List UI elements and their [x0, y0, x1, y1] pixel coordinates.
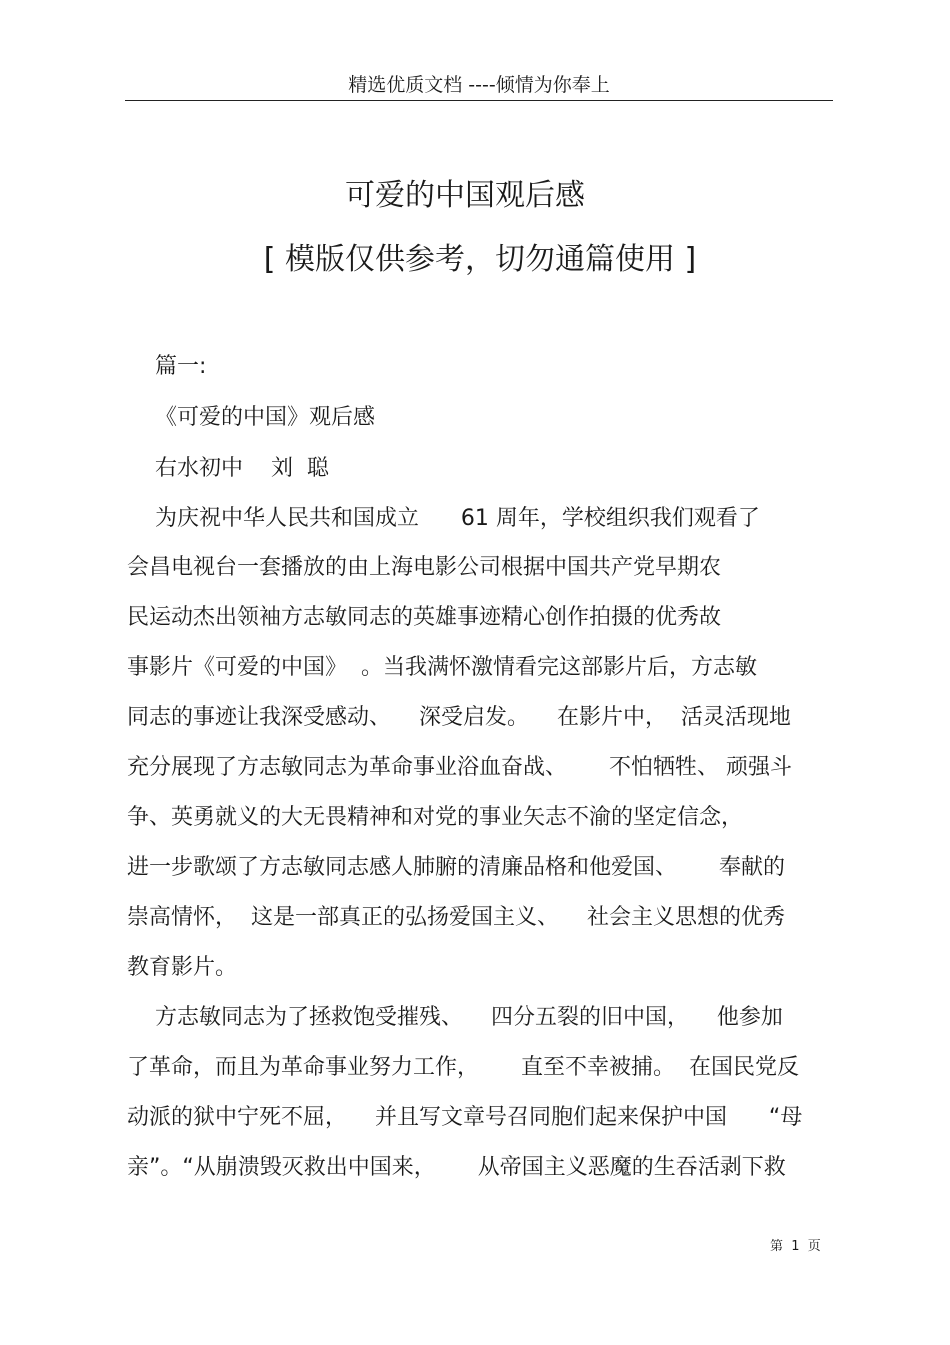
header-rule: [125, 100, 833, 101]
document-subtitle: [ 模版仅供参考，切勿通篇使用 ]: [263, 242, 697, 277]
document-title: 可爱的中国观后感: [345, 178, 585, 213]
body-line: 《可爱的中国》观后感: [127, 405, 375, 430]
body-line: 篇一:: [127, 354, 207, 379]
body-line: 动派的狱中宁死不屈， 并且写文章号召同胞们起来保护中国 “母: [127, 1105, 803, 1130]
page-header: 精选优质文档 ----倾情为你奉上: [348, 74, 610, 96]
body-line: 同志的事迹让我深受感动、 深受启发。 在影片中， 活灵活现地: [127, 705, 791, 730]
body-line: 方志敏同志为了拯救饱受摧残、 四分五裂的旧中国， 他参加: [127, 1005, 783, 1030]
body-line: 争、英勇就义的大无畏精神和对党的事业矢志不渝的坚定信念，: [127, 805, 744, 830]
body-line: 了革命，而且为革命事业努力工作， 直至不幸被捕。 在国民党反: [127, 1055, 799, 1080]
body-line: 亲”。“从崩溃毁灭救出中国来， 从帝国主义恶魔的生吞活剥下救: [127, 1155, 786, 1180]
body-line: 充分展现了方志敏同志为革命事业浴血奋战、 不怕牺牲、 顽强斗: [127, 755, 792, 780]
body-line: 教育影片。: [127, 955, 238, 980]
page-number: 第 1 页: [770, 1239, 821, 1254]
body-line: 民运动杰出领袖方志敏同志的英雄事迹精心创作拍摄的优秀故: [127, 605, 722, 630]
body-line: 进一步歌颂了方志敏同志感人肺腑的清廉品格和他爱国、 奉献的: [127, 855, 785, 880]
body-line: 崇高情怀， 这是一部真正的弘扬爱国主义、 社会主义思想的优秀: [127, 905, 785, 930]
body-line: 为庆祝中华人民共和国成立 61 周年，学校组织我们观看了: [127, 506, 760, 531]
body-line: 会昌电视台一套播放的由上海电影公司根据中国共产党早期农: [127, 555, 722, 580]
body-line: 右水初中 刘 聪: [127, 456, 329, 481]
body-line: 事影片《可爱的中国》 。当我满怀激情看完这部影片后，方志敏: [127, 655, 757, 680]
